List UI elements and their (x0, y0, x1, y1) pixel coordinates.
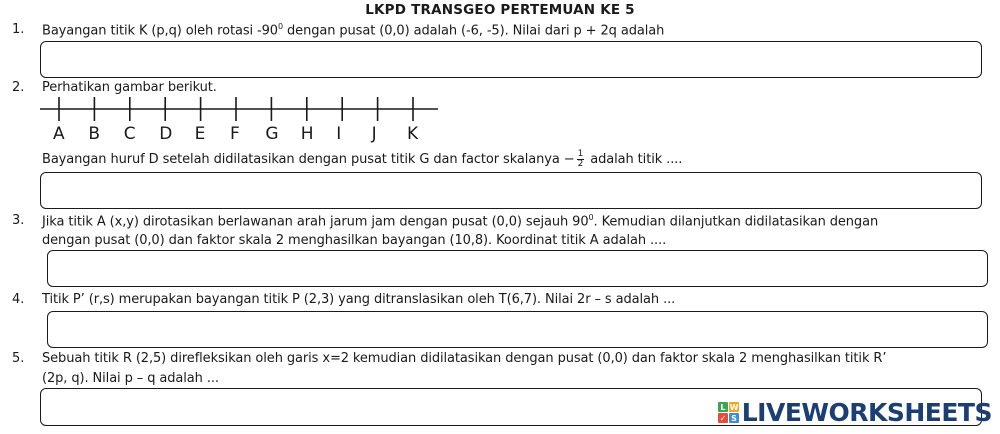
question-2-fraction (577, 150, 585, 169)
question-2-text (42, 150, 682, 169)
question-2-text-b: adalah titik .... (586, 152, 683, 167)
number-line-label-c: C (123, 124, 136, 144)
question-4-text: Titik P’ (r,s) merupakan bayangan titik P (2,3) yang ditranslasikan oleh T(6,7). Nilai 2r – s adalah ... (42, 292, 676, 307)
page-title: LKPD TRANSGEO PERTEMUAN KE 5 (365, 2, 635, 18)
answer-box-4[interactable] (47, 311, 988, 348)
answer-box-2[interactable] (40, 172, 982, 209)
question-1-text-a: Bayangan titik K (p,q) oleh rotasi -90 (42, 23, 278, 39)
number-line-label-g: G (265, 124, 279, 144)
number-line-label-a: A (53, 124, 65, 144)
logo-cell-2: W (729, 402, 738, 412)
number-line-label-d: D (159, 124, 173, 144)
question-3-degree: 0 (588, 213, 594, 222)
question-1-number: 1. (12, 22, 25, 37)
question-5-number: 5. (12, 351, 25, 366)
number-line-label-b: B (88, 124, 101, 144)
logo-cell-1: L (718, 402, 728, 412)
logo-cell-4: S (729, 413, 739, 423)
question-3-text-a: Jika titik A (x,y) dirotasikan berlawanan arah jarum jam dengan pusat (0,0) sejauh 90 (42, 214, 589, 230)
answer-input-1[interactable] (41, 42, 981, 77)
number-line-label-h: H (300, 124, 314, 144)
question-2-intro: Perhatikan gambar berikut. (42, 80, 217, 95)
question-2-text-a: Bayangan huruf D setelah didilatasikan dengan pusat titik G dan factor skalanya − (42, 152, 575, 167)
question-4-number: 4. (12, 292, 25, 307)
answer-input-3[interactable] (48, 251, 987, 286)
number-line-label-e: E (194, 124, 206, 144)
number-line-label-j: J (371, 124, 377, 144)
answer-box-3[interactable] (47, 250, 988, 287)
number-line-label-f: F (230, 124, 240, 144)
question-1-degree: 0 (277, 22, 283, 31)
question-3-number: 3. (12, 213, 25, 228)
answer-box-1[interactable] (40, 41, 982, 78)
number-line-label-k: K (407, 124, 419, 144)
brand-text: LIVEWORKSHEETS (741, 398, 992, 427)
question-5-line-1: Sebuah titik R (2,5) direfleksikan oleh garis x=2 kemudian didilatasikan dengan pusat (0,0) dan faktor skala 2 menghasilkan titik R’ (42, 351, 887, 366)
liveworksheets-logo-icon (718, 402, 739, 423)
logo-cell-3: ✓ (719, 413, 726, 423)
question-3-text-b: . Kemudian dilanjutkan didilatasikan dengan (593, 214, 879, 230)
number-line-label-i: I (336, 124, 342, 144)
answer-input-2[interactable] (41, 173, 981, 208)
question-5-line-2: (2p, q). Nilai p – q adalah ... (42, 371, 219, 386)
question-3-line-2: dengan pusat (0,0) dan faktor skala 2 menghasilkan bayangan (10,8). Koordinat titik A adalah .... (42, 233, 667, 248)
answer-input-4[interactable] (48, 312, 987, 347)
liveworksheets-brand (718, 398, 992, 427)
question-1-text (42, 22, 664, 38)
fraction-numerator: 1 (577, 149, 584, 159)
question-3-line-1 (42, 213, 878, 229)
question-1-text-b: dengan pusat (0,0) adalah (-6, -5). Nilai dari p + 2q adalah (282, 23, 665, 39)
fraction-denominator: 2 (577, 159, 584, 169)
question-2-number: 2. (12, 80, 25, 95)
